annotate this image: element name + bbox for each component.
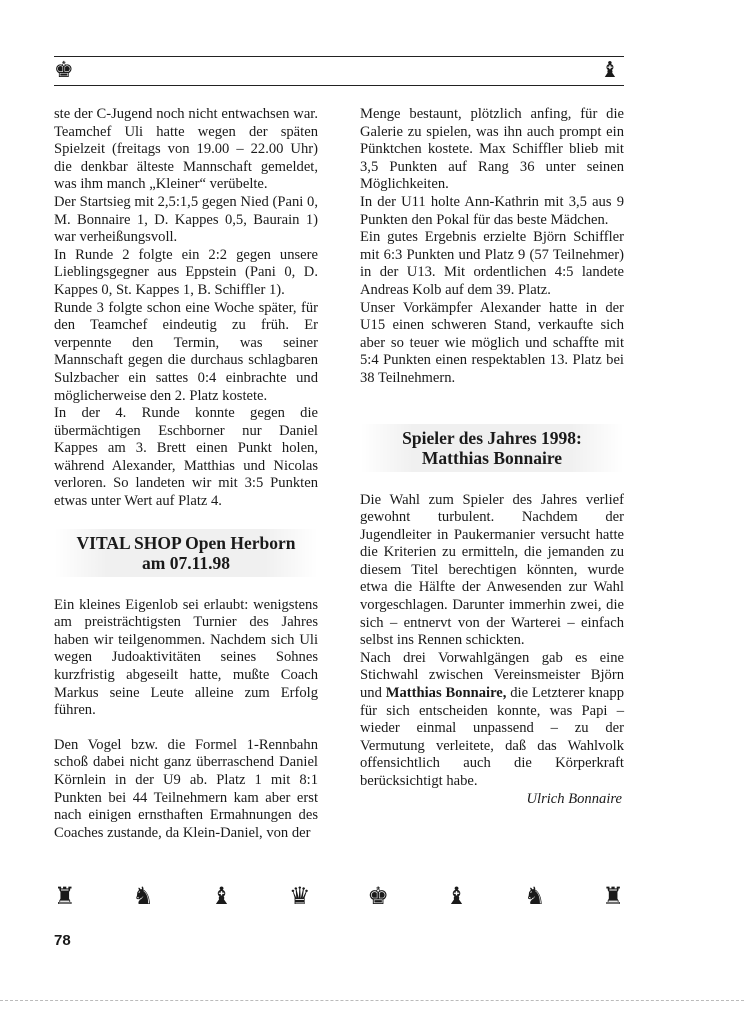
header-rule-top — [54, 56, 624, 57]
paragraph: In der 4. Runde konnte gegen die übermächtigen Eschborner nur Daniel Kappes am 3. Brett einen Punkt holen, während Alexander, Matthias und Nicolas verloren. So landeten wir mit 3:5 Punkten etwas unter Wert auf Platz 4. — [54, 405, 318, 510]
footer-chess-icons — [54, 884, 624, 908]
page-number: 78 — [54, 932, 71, 949]
paragraph: Der Startsieg mit 2,5:1,5 gegen Nied (Pani 0, M. Bonnaire 1, D. Kappes 0,5, Baurain 1) war verheißungsvoll. — [54, 193, 318, 246]
paragraph: Die Wahl zum Spieler des Jahres verlief gewohnt turbulent. Nachdem der Jugendleiter in Paukermanier versucht hatte die Kriterien zu ermitteln, die jemanden zu diesem Titel berechtigen könnten, wurde etwa die Hälfte der Anwesenden zur Wahl vorgeschlagen. Darunter immerhin zwei, die sich – entnervt von der Warterei – einfach selbst ins Rennen schickten. — [360, 491, 624, 649]
right-column — [360, 106, 624, 808]
paragraph: Ein kleines Eigenlob sei erlaubt: wenigstens am preisträchtigsten Turnier des Jahres haben wir teilgenommen. Nachdem sich Uli wegen Judoaktivitäten seines Sohnes kurzfristig abgeseilt hatte, mußte Coach Markus seine Leute alleine zum Erfolg führen. — [54, 596, 318, 719]
bishop-icon: ♝ — [210, 882, 233, 910]
heading-line: Spieler des Jahres 1998: — [402, 427, 582, 448]
paragraph: In der U11 holte Ann-Kathrin mit 3,5 aus 9 Punkten den Pokal für das beste Mädchen. — [360, 193, 624, 228]
paragraph: Menge bestaunt, plötzlich anfing, für die Galerie zu spielen, was ihn auch prompt ein Pünktchen kostete. Max Schiffler blieb mit 3,5 Punkten auf Rang 36 unter seinen Möglichkeiten. — [360, 106, 624, 193]
paragraph: Unser Vorkämpfer Alexander hatte in der U15 einen schweren Stand, verkaufte sich aber so teuer wie möglich und schaffte mit 5:4 Punkten einen respektablen 13. Platz bei 38 Teilnehmern. — [360, 299, 624, 386]
bold-name: Matthias Bonnaire, — [385, 685, 507, 702]
author-signature: Ulrich Bonnaire — [526, 790, 622, 807]
scan-edge-line — [0, 1000, 744, 1001]
rook-icon: ♜ — [54, 882, 76, 910]
text-run: die Letzterer knapp für sich entscheiden konnte, was Papi – wieder einmal unpassend – zu der Vermutung verleitete, daß das Wahlvolk offensichtlich auch die Körperkraft berücksichtigt habe. — [360, 685, 625, 789]
bishop-icon: ♝ — [600, 58, 620, 83]
section-heading-vital-shop — [54, 529, 318, 577]
knight-icon: ♞ — [524, 882, 546, 910]
paragraph: In Runde 2 folgte ein 2:2 gegen unsere Lieblingsgegner aus Eppstein (Pani 0, D. Kappes 0, St. Kappes 1, B. Schiffler 1). — [54, 246, 318, 298]
queen-icon: ♛ — [289, 882, 311, 910]
heading-line: am 07.11.98 — [142, 552, 230, 573]
text-run: Nach drei Vorwahlgängen gab es eine Stichwahl zwischen Vereinsmeister Björn und — [360, 649, 624, 702]
rook-icon: ♜ — [602, 882, 624, 910]
paragraph — [360, 650, 624, 791]
king-icon: ♚ — [54, 58, 74, 83]
header-rule-bottom — [54, 85, 624, 86]
bishop-icon: ♝ — [445, 882, 468, 910]
paragraph: Runde 3 folgte schon eine Woche später, für den Teamchef eindeutig zu früh. Er verpennte den Termin, was seiner Mannschaft gegen die durchaus schlagbaren Sulzbacher ein sattes 0:4 einbrachte und möglicherweise den 2. Platz kostete. — [54, 299, 318, 404]
paragraph: Den Vogel bzw. die Formel 1-Rennbahn schoß dabei nicht ganz überraschend Daniel Körnlein in der U9 ab. Platz 1 mit 8:1 Punkten bei 44 Teilnehmern kam aber erst nach einigen ernsthaften Ermahnungen des Coaches zustande, da Klein-Daniel, von der — [54, 736, 318, 841]
knight-icon: ♞ — [132, 882, 154, 910]
heading-line: VITAL SHOP Open Herborn — [76, 532, 296, 553]
heading-line: Matthias Bonnaire — [421, 447, 563, 468]
paragraph: ste der C-Jugend noch nicht entwachsen war. Teamchef Uli hatte wegen der späten Spielzeit (freitags von 19.00 – 22.00 Uhr) die denkbar älteste Mannschaft gemeldet, was ihm manch „Kleiner“ verübelte. — [54, 106, 318, 193]
paragraph: Ein gutes Ergebnis erzielte Björn Schiffler mit 6:3 Punkten und Platz 9 (57 Teilnehmer) in der U13. Mit ordentlichen 4:5 landete Andreas Kolb auf dem 39. Platz. — [360, 229, 624, 298]
king-icon: ♚ — [367, 882, 389, 910]
section-heading-spieler-des-jahres — [360, 424, 624, 472]
left-column — [54, 106, 318, 842]
